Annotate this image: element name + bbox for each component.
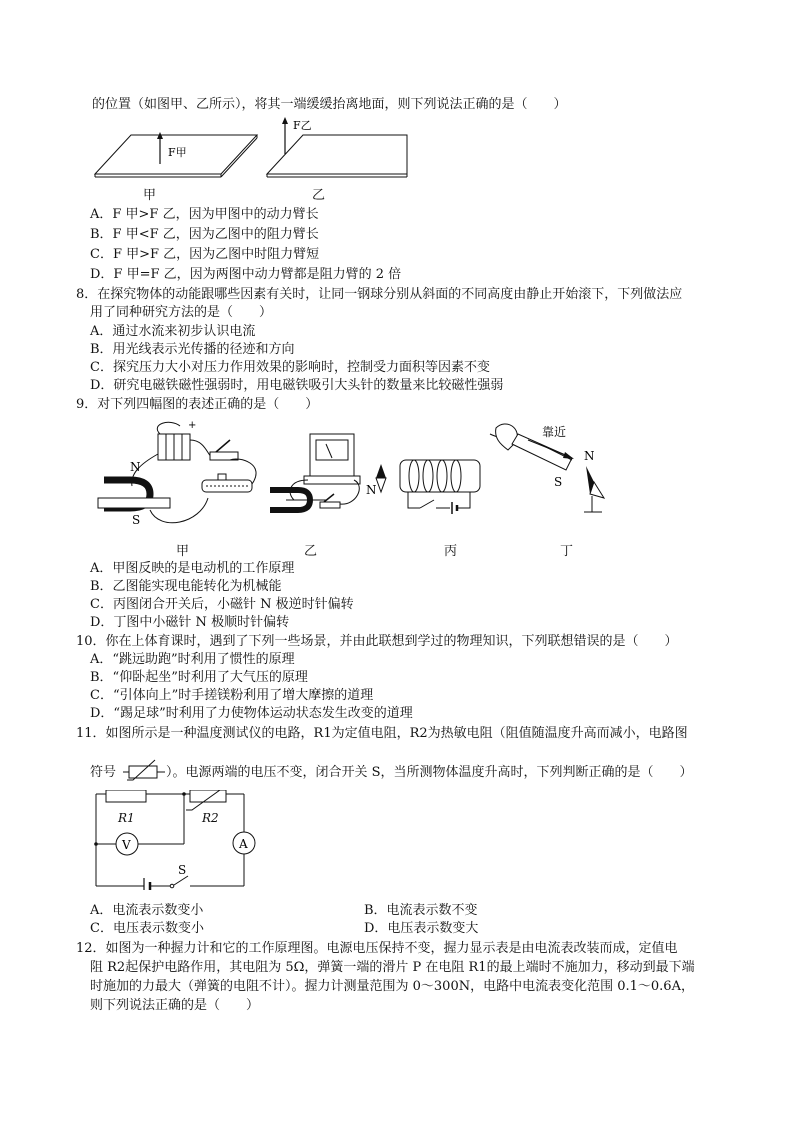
- q8-option-a: A．通过水流来初步认识电流: [90, 324, 256, 339]
- q9-label-ding: 丁: [560, 544, 574, 559]
- q9-stem: 9．对下列四幅图的表述正确的是（ ）: [76, 397, 319, 412]
- ammeter-label: A: [239, 837, 248, 851]
- q10-option-c: C．“引体向上”时手搓镁粉利用了增大摩擦的道理: [90, 688, 374, 703]
- bar-magnet: [512, 434, 572, 470]
- r1-resistor: [106, 790, 146, 802]
- q10-stem: 10．你在上体育课时，遇到了下列一些场景，并由此联想到学过的物理知识，下列联想错误的是（ ）: [76, 634, 678, 649]
- r1-label: R1: [118, 811, 135, 825]
- force-label-jia: F甲: [168, 146, 187, 159]
- q12-stem-line1: 12．如图为一种握力计和它的工作原理图。电源电压保持不变，握力显示表是由电流表改装而成，定值电: [76, 941, 678, 956]
- figure-ding: [490, 424, 604, 512]
- q11-circuit: [92, 790, 262, 890]
- q11-option-a: A．电流表示数变小: [90, 903, 204, 918]
- q11-option-c: C．电压表示数变小: [90, 921, 204, 936]
- q12-stem-line3: 时施加的力最大（弹簧的电阻不计）。握力计测量范围为 0～300N，电路中电流表变化范围 0.1～0.6A，: [90, 979, 694, 994]
- q8-option-d: D．研究电磁铁磁性强弱时，用电磁铁吸引大头针的数量来比较磁性强弱: [90, 378, 504, 393]
- figure-yi: [270, 434, 360, 510]
- q12-stem-line4: 则下列说法正确的是（ ）: [90, 998, 260, 1013]
- q7-label-yi: 乙: [312, 188, 326, 203]
- pole-n-bing: N: [366, 483, 377, 497]
- thermistor-symbol: [123, 758, 167, 782]
- pole-n-ding: N: [584, 449, 595, 463]
- pole-s-jia: S: [132, 513, 141, 527]
- q11-symbol-prefix: 符号: [90, 765, 117, 780]
- q8-option-c: C．探究压力大小对压力作用效果的影响时，控制受力面积等因素不变: [90, 360, 490, 375]
- q9-label-bing: 丙: [444, 544, 458, 559]
- force-label-yi: F乙: [293, 119, 312, 132]
- compass-needle-n: [376, 464, 386, 478]
- q12-stem-line2: 阻 R2起保护电路作用，其电阻为 5Ω，弹簧一端的滑片 P 在电阻 R1的最上端时不施加力，移动到最下端: [90, 960, 695, 975]
- q7-figure: [94, 112, 414, 178]
- q11-stem-line1: 11．如图所示是一种温度测试仪的电路，R1为定值电阻，R2为热敏电阻（阻值随温度升高而减小，电路图: [76, 726, 688, 741]
- q8-option-b: B．用光线表示光传播的径迹和方向: [90, 342, 295, 357]
- hand: [496, 424, 518, 450]
- force-arrow-yi-head: [282, 117, 288, 124]
- q7-intro: 的位置（如图甲、乙所示），将其一端缓缓抬离地面，则下列说法正确的是（ ）: [92, 97, 567, 112]
- solenoid: [400, 460, 480, 492]
- figure-bing: [366, 460, 480, 514]
- switch-bing: [420, 500, 434, 508]
- q10-option-b: B．“仰卧起坐”时利用了大气压的原理: [90, 670, 308, 685]
- plate-yi: [267, 135, 407, 174]
- plus-sign: +: [188, 420, 197, 431]
- q9-option-b: B．乙图能实现电能转化为机械能: [90, 579, 282, 594]
- switch-s: [174, 876, 188, 885]
- switch-label: S: [178, 863, 187, 877]
- q7-option-b: B．F 甲<F 乙，因为乙图中的阻力臂长: [90, 227, 319, 242]
- q11-stem-line2: ）。电源两端的电压不变，闭合开关 S，当所测物体温度升高时，下列判断正确的是（ ）: [166, 765, 693, 780]
- q10-option-d: D．“踢足球”时利用了力使物体运动状态发生改变的道理: [90, 706, 413, 721]
- approach-label: 靠近: [542, 425, 567, 439]
- q8-stem-line1: 8．在探究物体的动能跟哪些因素有关时，让同一钢球分别从斜面的不同高度由静止开始滚下，下列做法应: [76, 287, 683, 302]
- figure-jia: [98, 420, 256, 527]
- q9-figures: [90, 414, 620, 544]
- pole-s-ding: S: [554, 475, 563, 489]
- r2-thermistor: [190, 790, 226, 802]
- q8-stem-line2: 用了同种研究方法的是（ ）: [90, 305, 273, 320]
- q9-option-d: D．丁图中小磁针 N 极顺时针偏转: [90, 615, 290, 630]
- q7-option-d: D．F 甲=F 乙，因为两图中动力臂都是阻力臂的 2 倍: [90, 267, 402, 282]
- q11-option-b: B．电流表示数不变: [364, 903, 478, 918]
- pole-n-jia: N: [130, 460, 141, 474]
- q9-option-c: C．丙图闭合开关后，小磁针 N 极逆时针偏转: [90, 597, 354, 612]
- q9-option-a: A．甲图反映的是电动机的工作原理: [90, 561, 295, 576]
- q9-label-jia: 甲: [176, 544, 190, 559]
- q7-option-c: C．F 甲>F 乙，因为乙图中时阻力臂短: [90, 247, 320, 262]
- q11-option-d: D．电压表示数变大: [364, 921, 479, 936]
- r2-label: R2: [202, 811, 219, 825]
- voltmeter-label: V: [122, 838, 131, 852]
- q7-label-jia: 甲: [143, 188, 157, 203]
- q7-option-a: A．F 甲>F 乙，因为甲图中的动力臂长: [90, 207, 319, 222]
- q10-option-a: A．“跳远助跑”时利用了惯性的原理: [90, 652, 295, 667]
- compass-needle-s: [376, 478, 386, 492]
- q9-label-yi: 乙: [304, 544, 318, 559]
